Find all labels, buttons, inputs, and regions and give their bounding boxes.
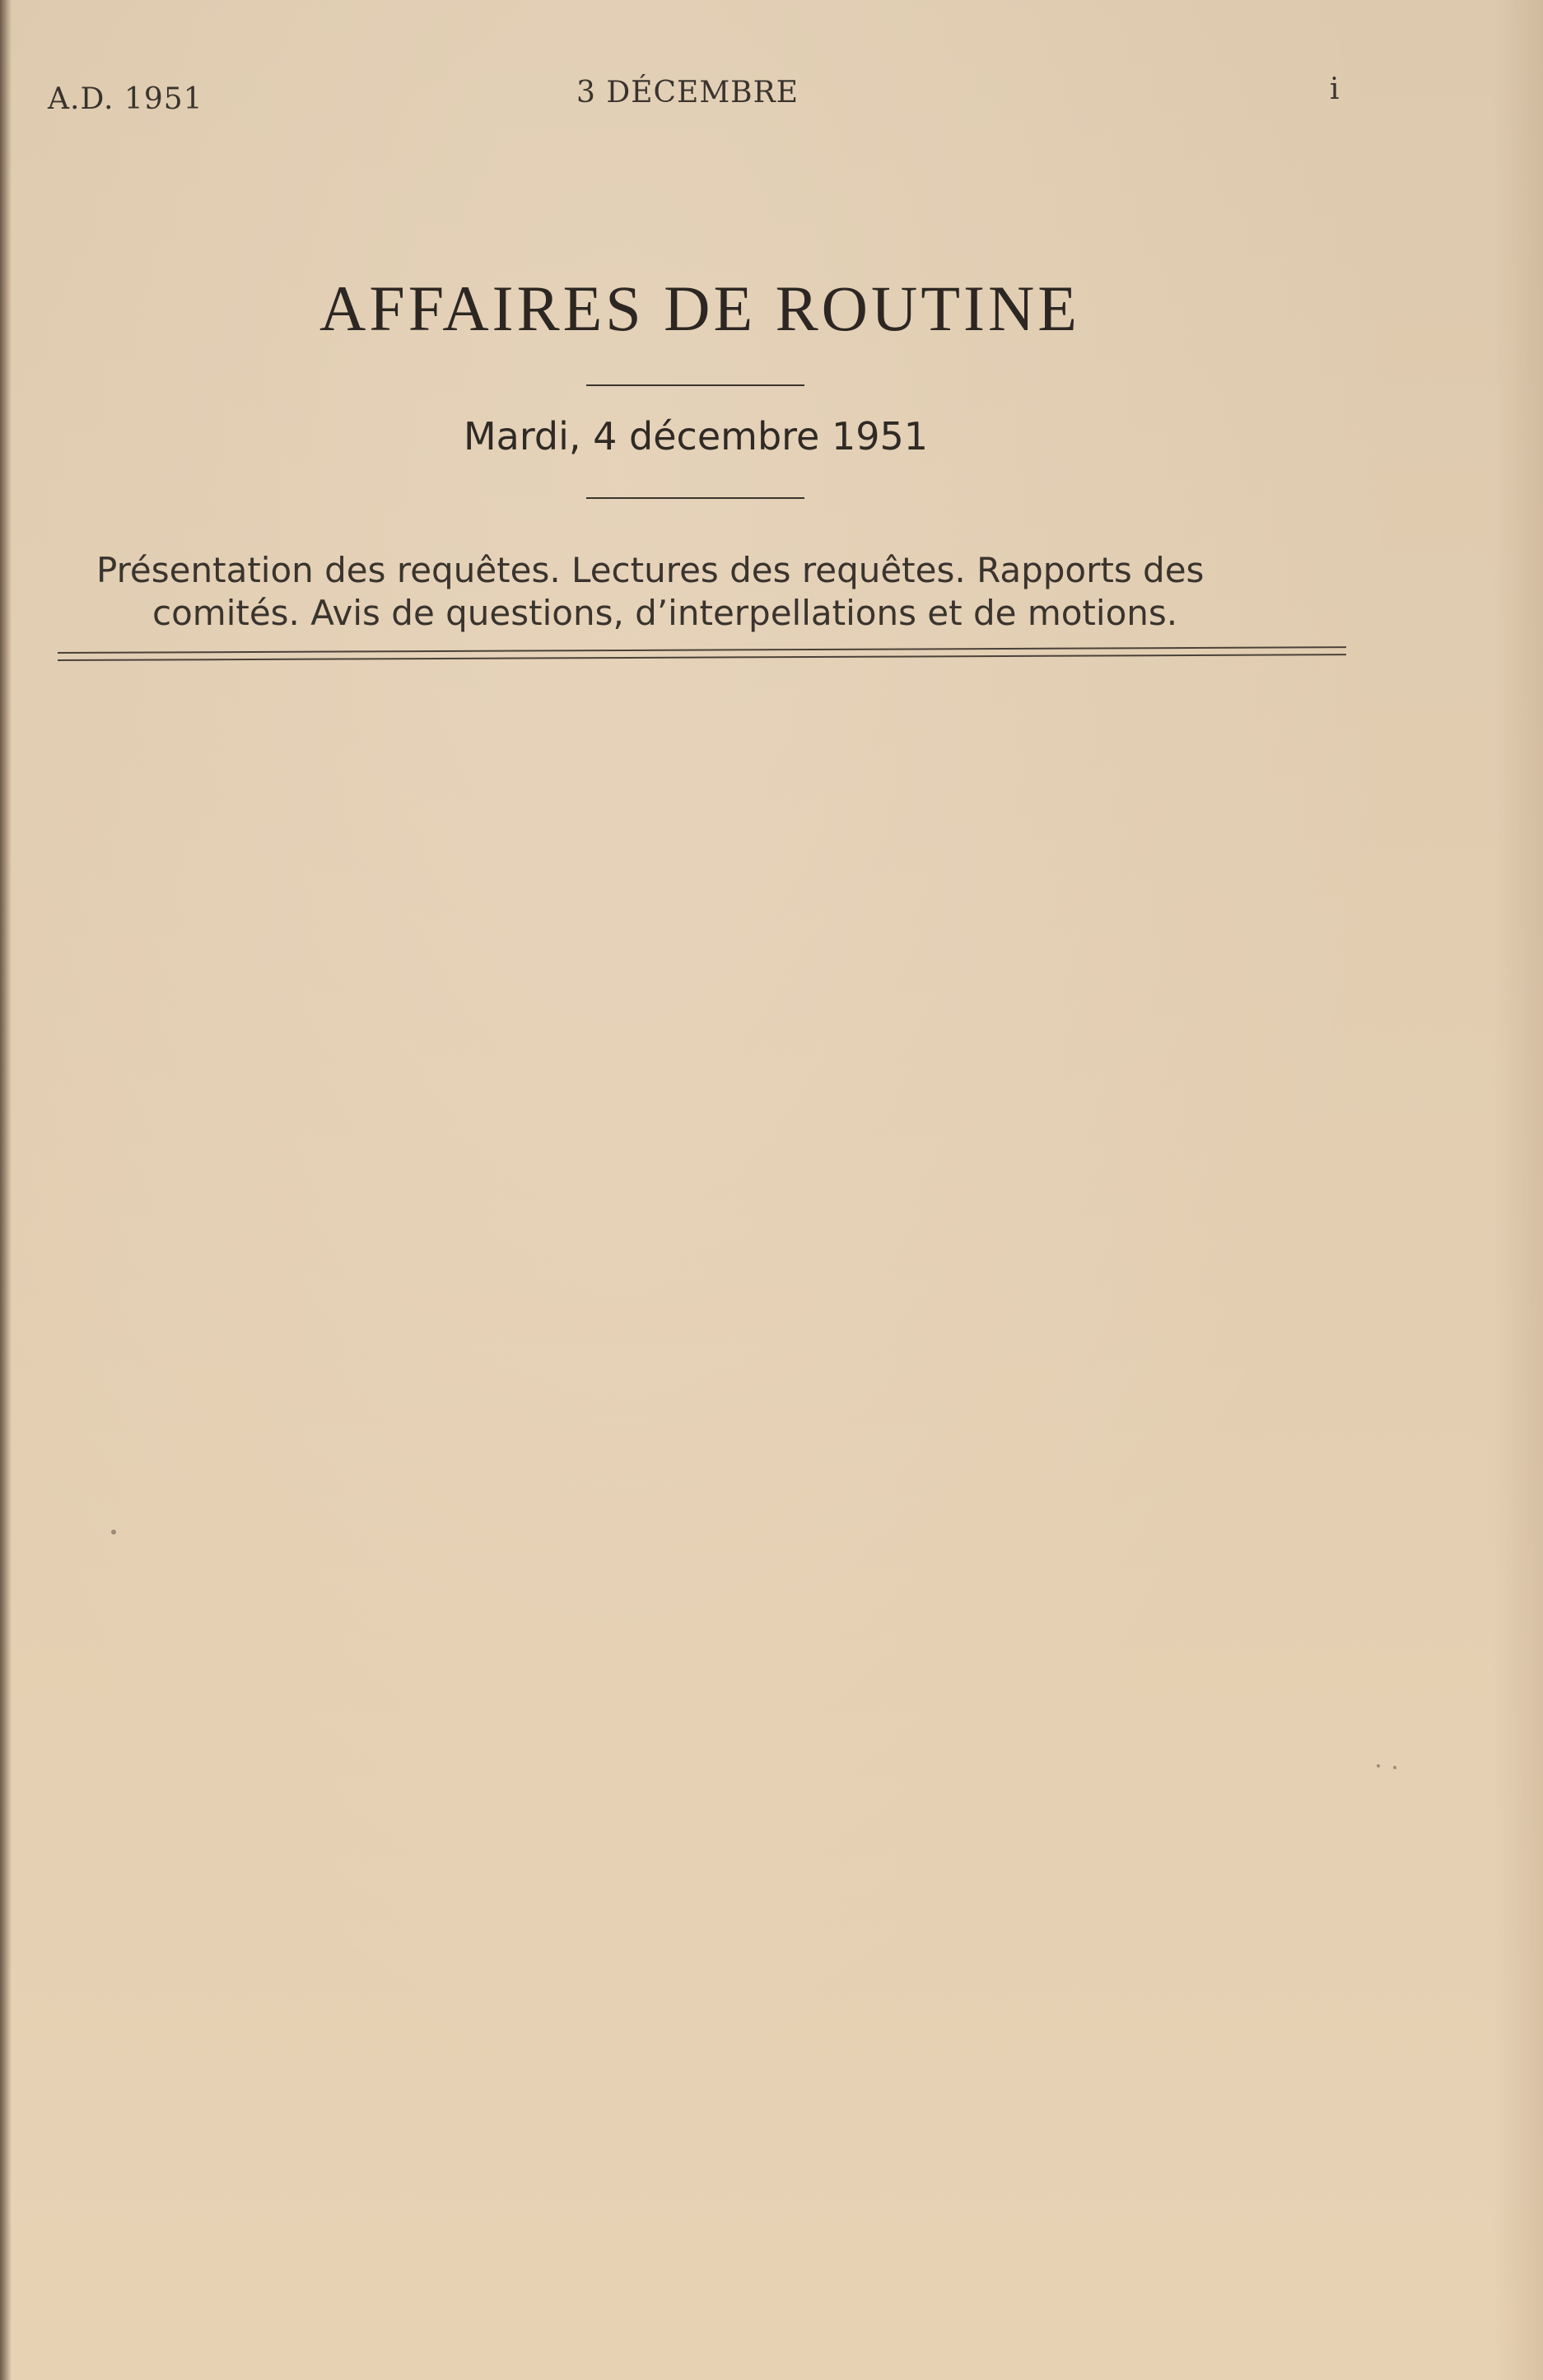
title-divider [586, 384, 804, 386]
page-title: AFFAIRES DE ROUTINE [319, 272, 1080, 344]
paper-speck [1377, 1764, 1380, 1768]
date-divider [586, 497, 804, 499]
running-head-year: A.D. 1951 [48, 82, 203, 116]
paper-speck [111, 1530, 116, 1535]
section-double-rule [58, 646, 1346, 661]
running-head-date: 3 DÉCEMBRE [576, 76, 799, 109]
session-date: Mardi, 4 décembre 1951 [463, 414, 929, 459]
order-of-business-line-2: comités. Avis de questions, d’interpellations et de motions. [152, 593, 1178, 633]
order-of-business-line-1: Présentation des requêtes. Lectures des requêtes. Rapports des [96, 550, 1205, 590]
page-edge-shadow [0, 0, 12, 2380]
page-edge-shading [1494, 0, 1543, 2380]
paper-speck [1393, 1766, 1396, 1769]
page-number: i [1330, 72, 1340, 106]
